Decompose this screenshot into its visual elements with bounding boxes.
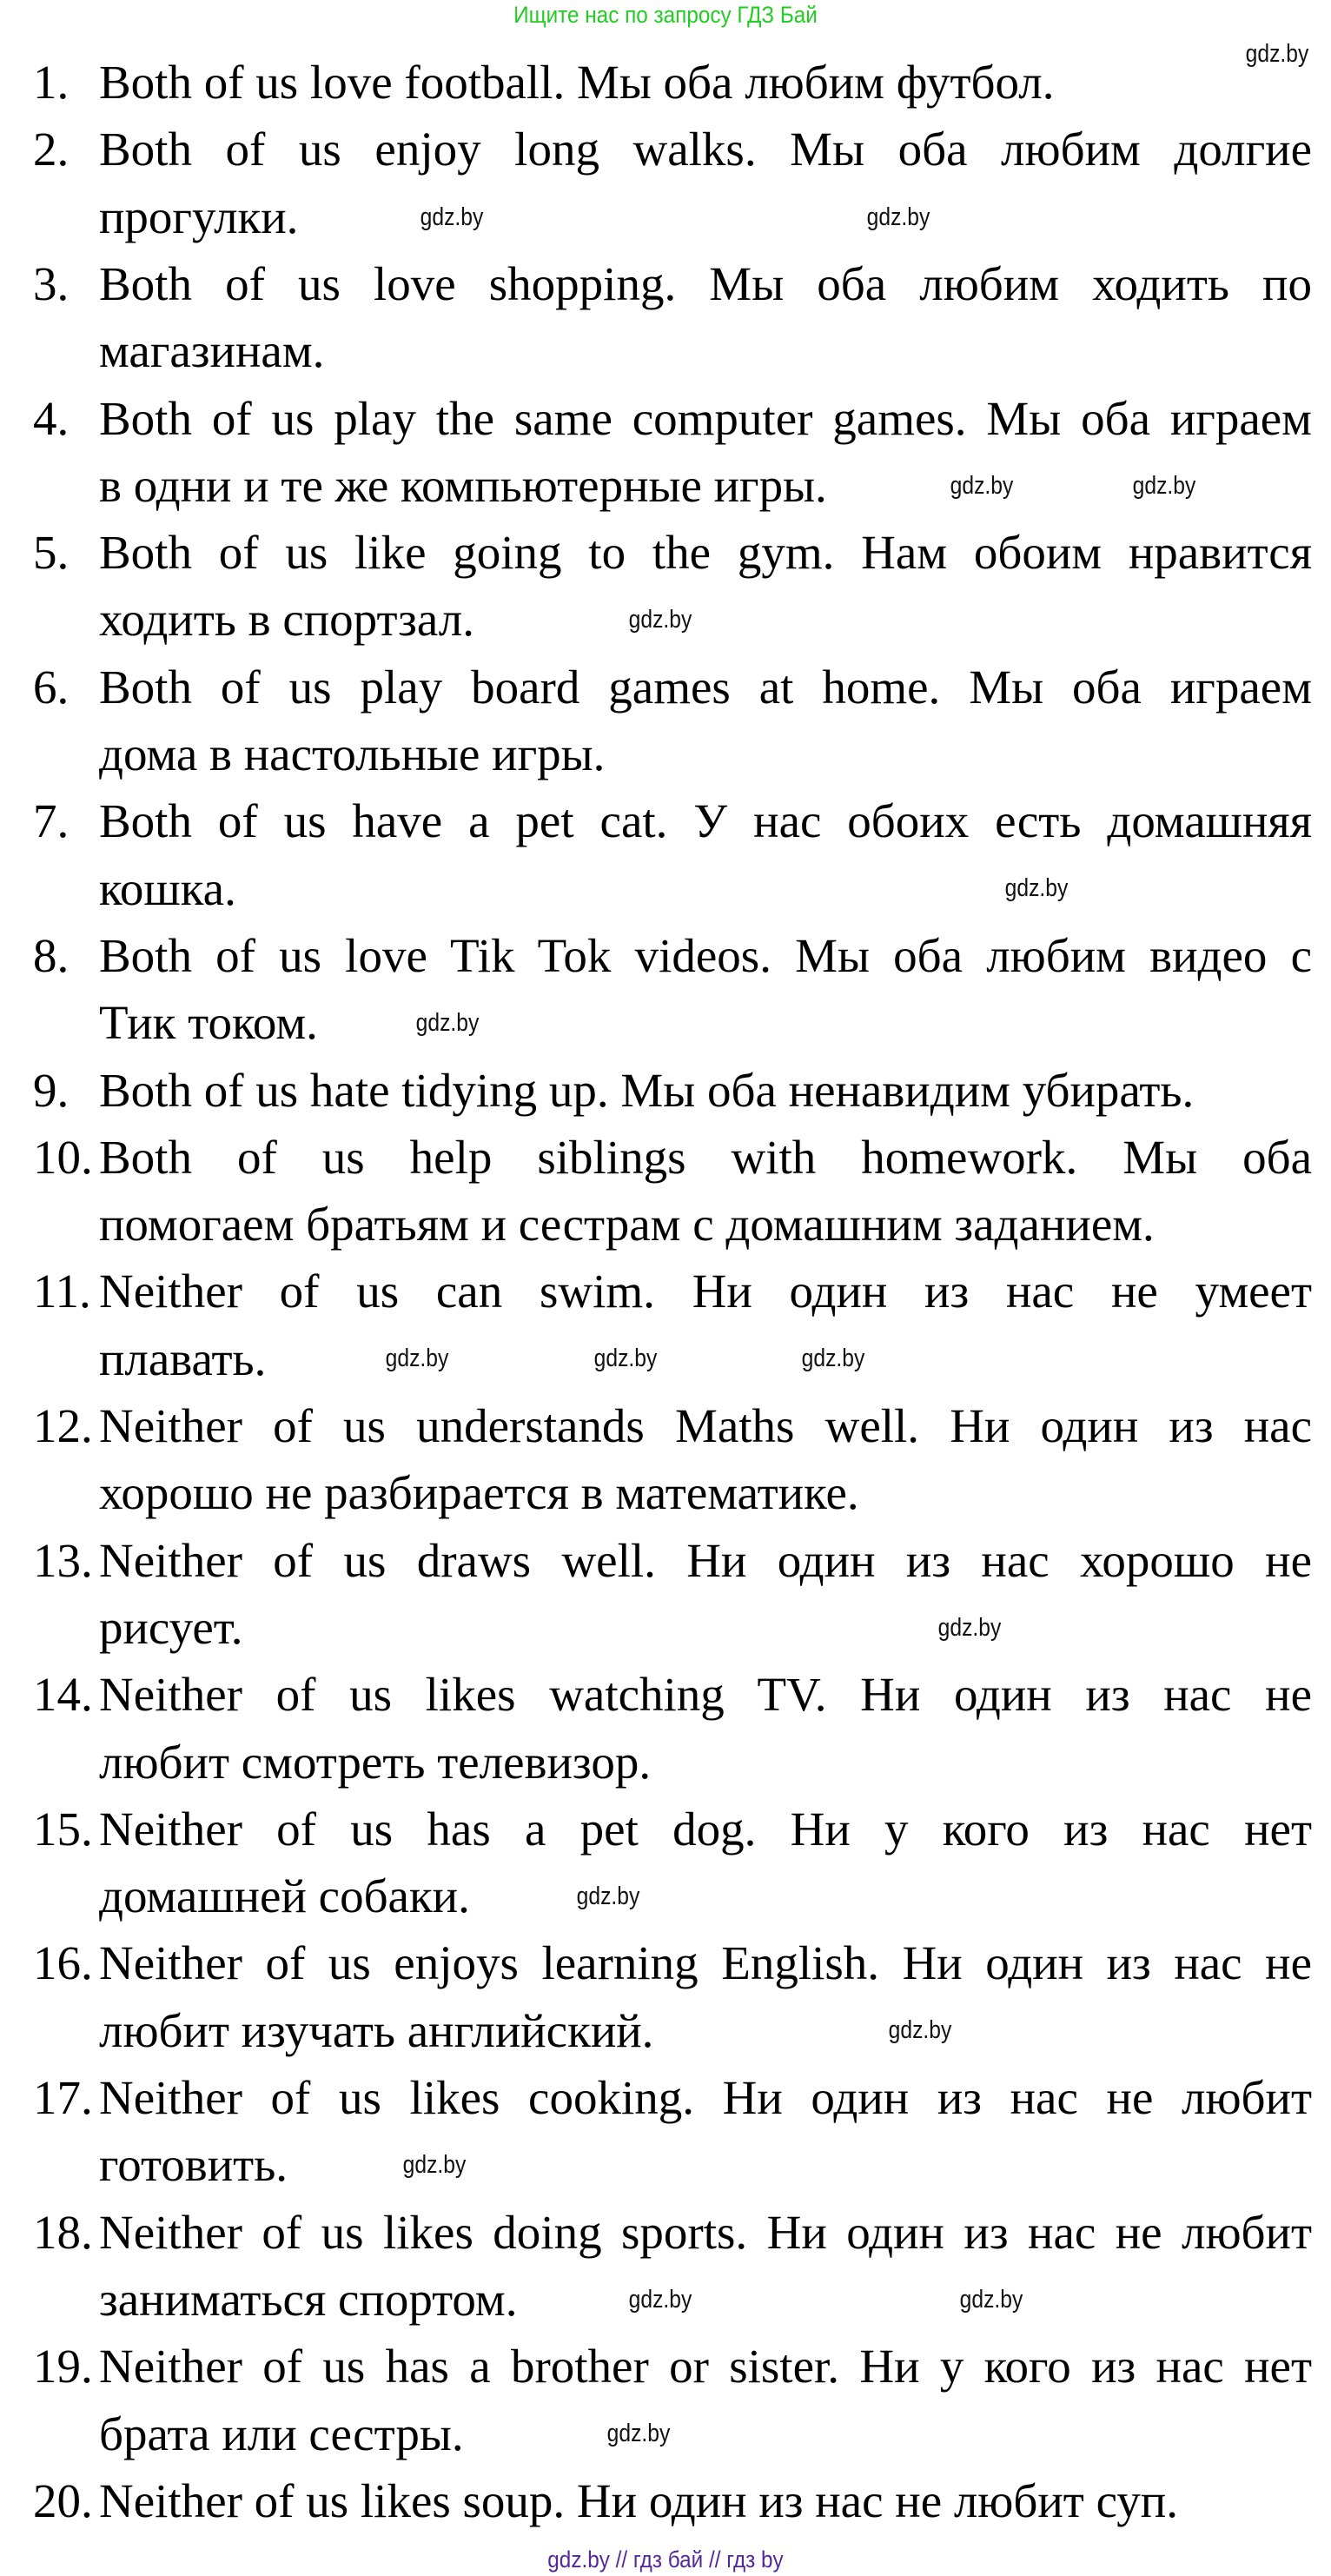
item-text: Both of us hate tidying up. Мы оба ненавидим убирать. xyxy=(99,1063,1195,1117)
item-text: рисует. xyxy=(99,1600,243,1654)
item-number: 1. xyxy=(33,56,70,109)
gdz-watermark: gdz.by xyxy=(628,2286,692,2314)
item-text: Neither of us likes soup. Ни один из нас не любит суп. xyxy=(99,2473,1178,2527)
search-hint-banner: Ищите нас по запросу ГДЗ Бай xyxy=(513,2,818,28)
item-text: Neither of us enjoys learning English. Ни один из нас не xyxy=(99,1936,1312,1990)
gdz-watermark: gdz.by xyxy=(606,2420,671,2447)
item-text: Both of us love football. Мы оба любим футбол. xyxy=(99,56,1055,109)
item-number: 4. xyxy=(33,391,70,445)
item-number: 20. xyxy=(33,2473,93,2527)
gdz-watermark: gdz.by xyxy=(1132,472,1196,500)
item-number: 17. xyxy=(33,2071,93,2124)
item-text: готовить. xyxy=(99,2138,288,2192)
item-text: любит смотреть телевизор. xyxy=(99,1735,652,1789)
gdz-watermark: gdz.by xyxy=(888,2016,952,2044)
item-text: Both of us have a pet cat. У нас обоих есть домашняя xyxy=(99,794,1312,848)
item-text: Neither of us likes doing sports. Ни один из нас не любит xyxy=(99,2205,1312,2259)
item-text: помогаем братьям и сестрам с домашним заданием. xyxy=(99,1198,1155,1251)
gdz-watermark: gdz.by xyxy=(1245,40,1309,68)
item-number: 13. xyxy=(33,1533,93,1587)
gdz-watermark: gdz.by xyxy=(950,472,1014,500)
item-text: Both of us love shopping. Мы оба любим ходить по xyxy=(99,256,1312,310)
item-number: 14. xyxy=(33,1668,93,1722)
item-number: 8. xyxy=(33,928,70,982)
item-text: Both of us enjoy long walks. Мы оба любим долгие xyxy=(99,123,1312,176)
item-text: Neither of us likes cooking. Ни один из нас не любит xyxy=(99,2071,1312,2124)
item-number: 10. xyxy=(33,1130,93,1184)
item-text: Both of us play board games at home. Мы оба играем xyxy=(99,660,1312,714)
item-text: Neither of us likes watching TV. Ни один из нас не xyxy=(99,1668,1312,1722)
item-text: Neither of us has a pet dog. Ни у кого из нас нет xyxy=(99,1802,1312,1856)
item-number: 6. xyxy=(33,660,70,714)
item-text: Both of us like going to the gym. Нам обоим нравится xyxy=(99,526,1312,580)
item-number: 9. xyxy=(33,1063,70,1117)
item-number: 19. xyxy=(33,2340,93,2393)
gdz-watermark: gdz.by xyxy=(1004,874,1069,902)
item-text: Neither of us draws well. Ни один из нас хорошо не xyxy=(99,1533,1312,1587)
item-text: магазинам. xyxy=(99,324,325,378)
footer-watermark: gdz.by // гдз бай // гдз by xyxy=(547,2546,784,2573)
item-text: Neither of us has a brother or sister. Ни у кого из нас нет xyxy=(99,2340,1312,2393)
item-text: Both of us play the same computer games. Мы оба играем xyxy=(99,391,1312,445)
item-text: плавать. xyxy=(99,1331,267,1385)
gdz-watermark: gdz.by xyxy=(385,1344,449,1372)
item-text: брата или сестры. xyxy=(99,2407,464,2460)
item-number: 2. xyxy=(33,123,70,176)
item-number: 16. xyxy=(33,1936,93,1990)
item-text: хорошо не разбирается в математике. xyxy=(99,1466,859,1520)
item-text: домашней собаки. xyxy=(99,1869,470,1923)
item-text: в одни и те же компьютерные игры. xyxy=(99,458,827,512)
item-number: 15. xyxy=(33,1802,93,1856)
item-number: 3. xyxy=(33,256,70,310)
item-text: Тик током. xyxy=(99,996,318,1050)
item-text: Both of us love Tik Tok videos. Мы оба любим видео с xyxy=(99,928,1312,982)
item-text: любит изучать английский. xyxy=(99,2003,654,2057)
item-number: 11. xyxy=(33,1265,91,1318)
gdz-watermark: gdz.by xyxy=(576,1882,640,1910)
gdz-watermark: gdz.by xyxy=(420,203,484,231)
item-text: кошка. xyxy=(99,861,236,915)
gdz-watermark: gdz.by xyxy=(937,1614,1002,1642)
gdz-watermark: gdz.by xyxy=(628,606,692,634)
item-number: 12. xyxy=(33,1399,93,1452)
item-text: Neither of us understands Maths well. Ни один из нас xyxy=(99,1399,1312,1452)
gdz-watermark: gdz.by xyxy=(415,1009,480,1037)
item-number: 5. xyxy=(33,526,70,580)
item-text: ходить в спортзал. xyxy=(99,593,474,647)
gdz-watermark: gdz.by xyxy=(593,1344,658,1372)
gdz-watermark: gdz.by xyxy=(959,2286,1023,2314)
item-text: прогулки. xyxy=(99,189,299,243)
item-text: заниматься спортом. xyxy=(99,2272,518,2326)
gdz-watermark: gdz.by xyxy=(866,203,930,231)
gdz-watermark: gdz.by xyxy=(402,2151,467,2179)
item-number: 7. xyxy=(33,794,70,848)
item-text: Both of us help siblings with homework. Мы оба xyxy=(99,1130,1312,1184)
item-text: Neither of us can swim. Ни один из нас не умеет xyxy=(99,1265,1312,1318)
item-number: 18. xyxy=(33,2205,93,2259)
gdz-watermark: gdz.by xyxy=(801,1344,865,1372)
item-text: дома в настольные игры. xyxy=(99,727,606,780)
